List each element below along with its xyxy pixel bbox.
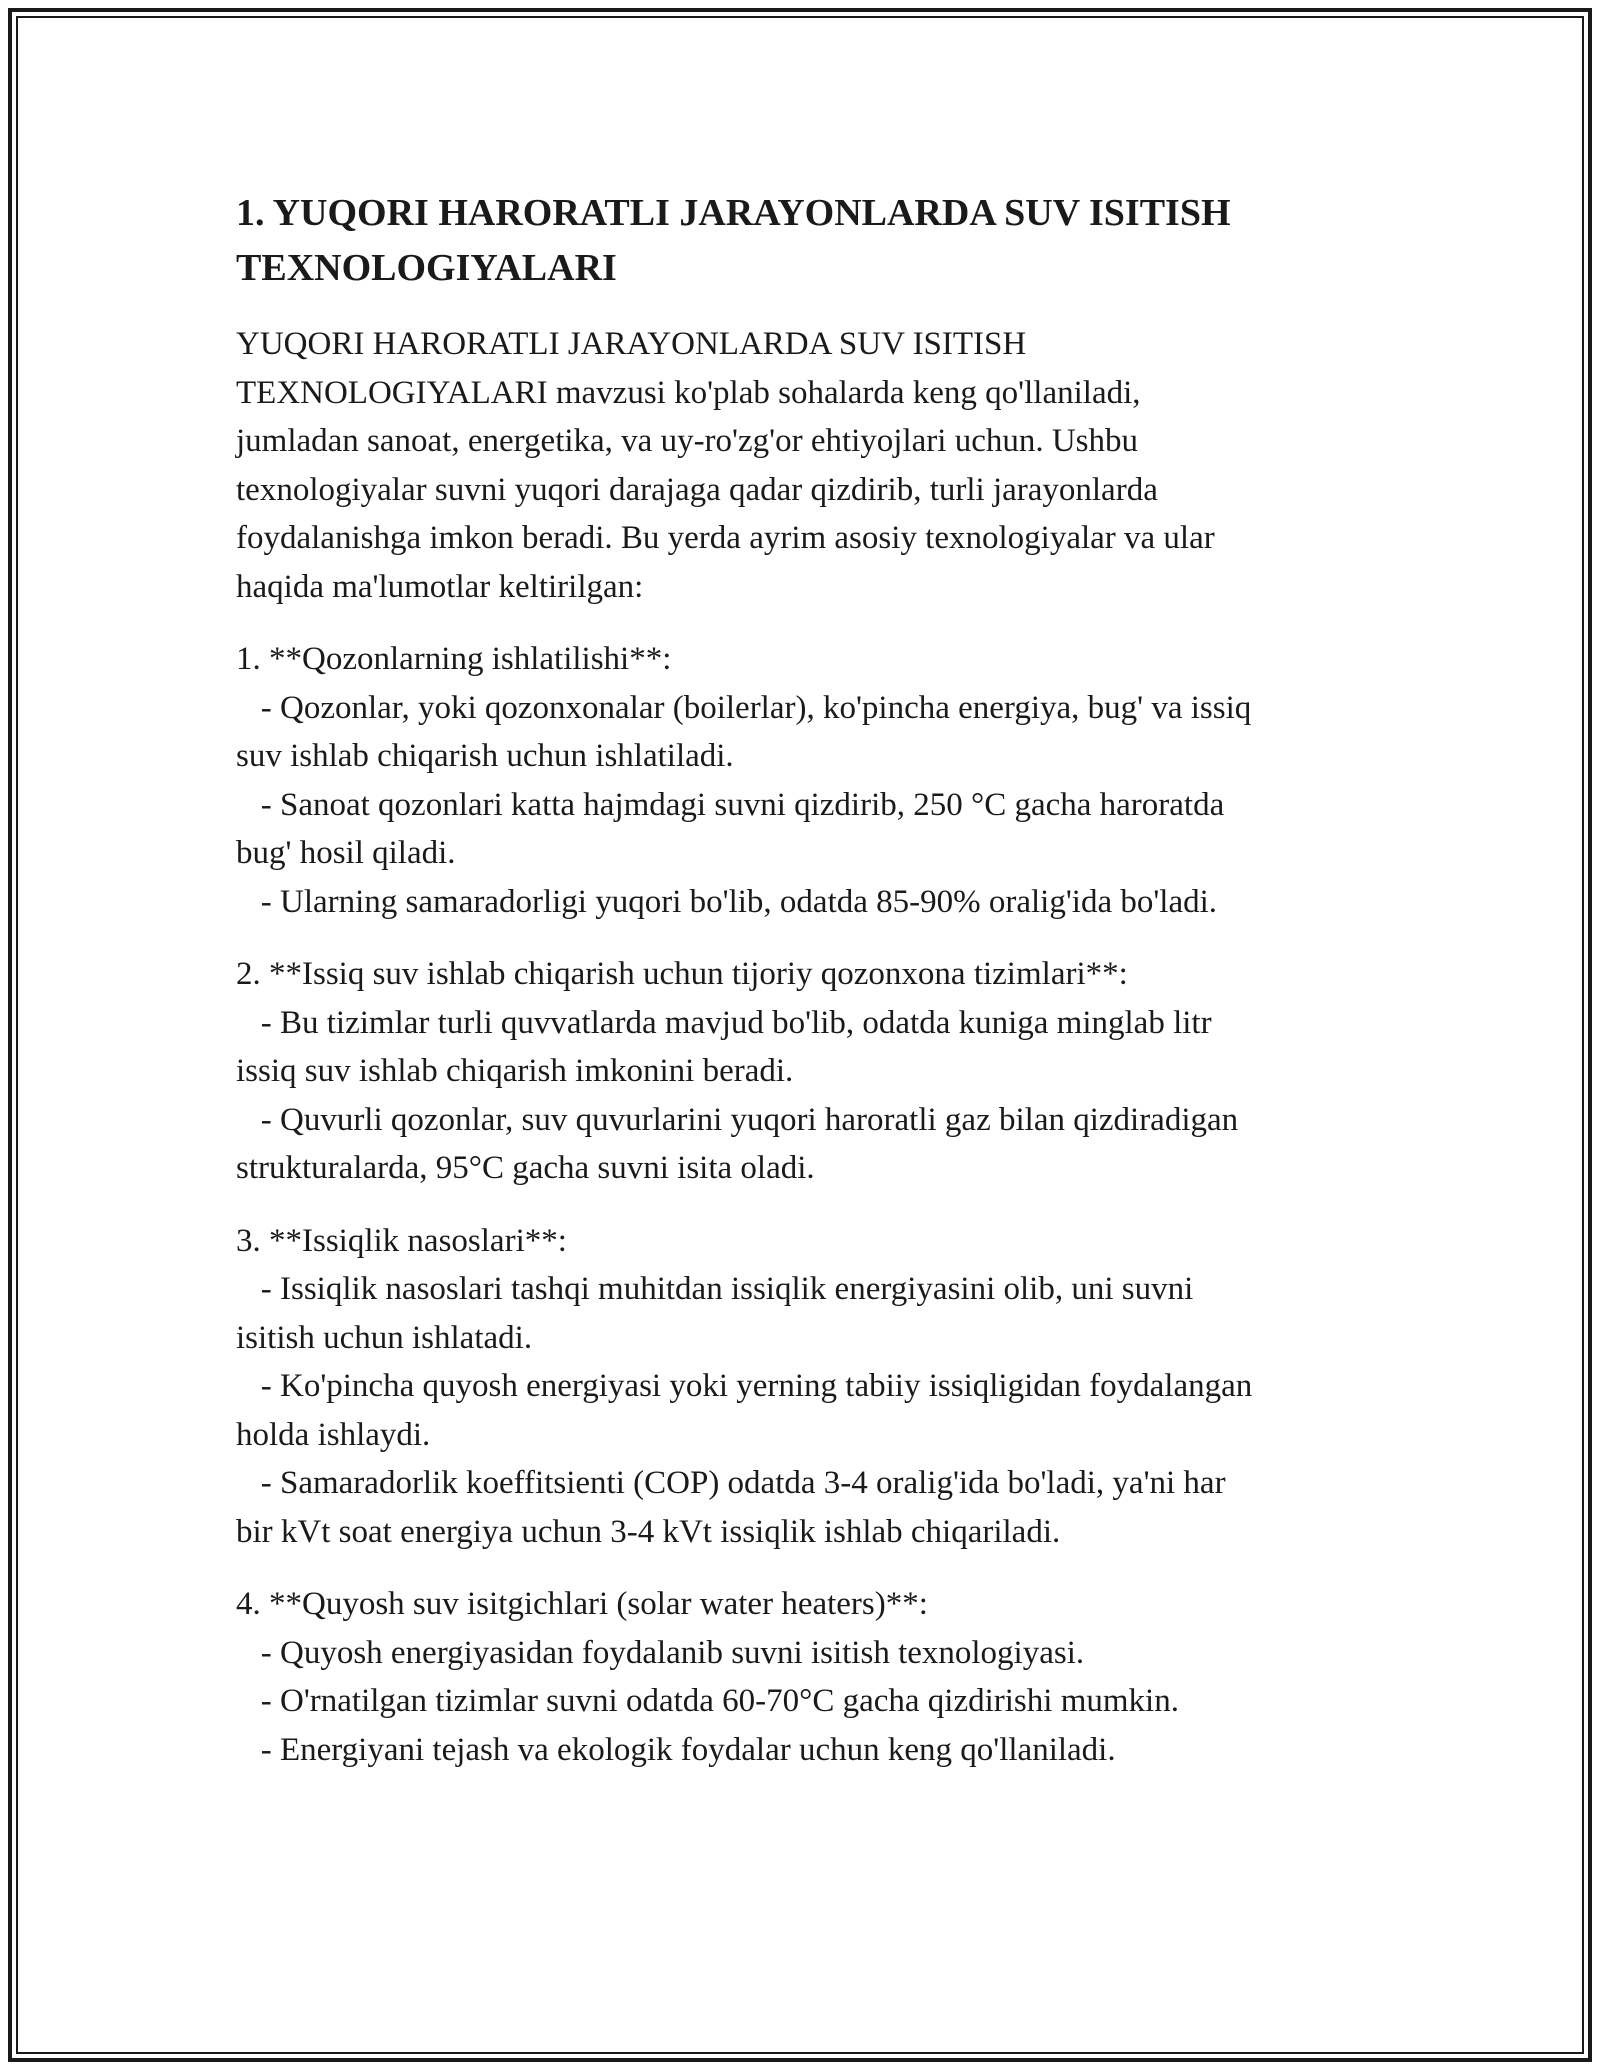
document-heading: 1. YUQORI HARORATLI JARAYONLARDA SUV ISITISH TEXNOLOGIYALARI: [236, 192, 1231, 289]
section-boilers: 1. **Qozonlarning ishlatilishi**: - Qozonlar, yoki qozonxonalar (boilerlar), ko'pincha energiya, bug' va issiq suv ishlab chiqarish uchun ishlatiladi. - Sanoat qozonlari katta hajmdagi suvni qizdirib, 250 °C gacha haroratda bug' hosil qiladi. - Ularning samaradorligi yuqori bo'lib, odatda 85-90% oralig'ida bo'ladi.: [236, 641, 1252, 920]
section-commercial-boiler-systems: 2. **Issiq suv ishlab chiqarish uchun tijoriy qozonxona tizimlari**: - Bu tizimlar turli quvvatlarda mavjud bo'lib, odatda kuniga minglab litr issiq suv ishlab chiqarish imkonini beradi. - Quvurli qozonlar, suv quvurlarini yuqori haroratli gaz bilan qizdiradigan strukturalarda, 95°C gacha suvni isita oladi.: [236, 956, 1239, 1186]
intro-paragraph: YUQORI HARORATLI JARAYONLARDA SUV ISITISH TEXNOLOGIYALARI mavzusi ko'plab sohalarda keng qo'llaniladi, jumladan sanoat, energetika, va uy-ro'zg'or ehtiyojlari uchun. Ushbu texnologiyalar suvni yuqori darajaga qadar qizdirib, turli jarayonlarda foydalanishga imkon beradi. Bu yerda ayrim asosiy texnologiyalar va ular haqida ma'lumotlar keltirilgan:: [236, 326, 1215, 605]
section-solar-water-heaters: 4. **Quyosh suv isitgichlari (solar water heaters)**: - Quyosh energiyasidan foydalanib suvni isitish texnologiyasi. - O'rnatilgan tizimlar suvni odatda 60-70°C gacha qizdirishi mumkin. - Energiyani tejash va ekologik foydalar uchun keng qo'llaniladi.: [236, 1586, 1179, 1768]
section-heat-pumps: 3. **Issiqlik nasoslari**: - Issiqlik nasoslari tashqi muhitdan issiqlik energiyasini olib, uni suvni isitish uchun ishlatadi. - Ko'pincha quyosh energiyasi yoki yerning tabiiy issiqligidan foydalangan holda ishlaydi. - Samaradorlik koeffitsienti (COP) odatda 3-4 oralig'ida bo'ladi, ya'ni har bir kVt soat energiya uchun 3-4 kVt issiqlik ishlab chiqariladi.: [236, 1222, 1253, 1550]
document-body: [236, 186, 1386, 1774]
